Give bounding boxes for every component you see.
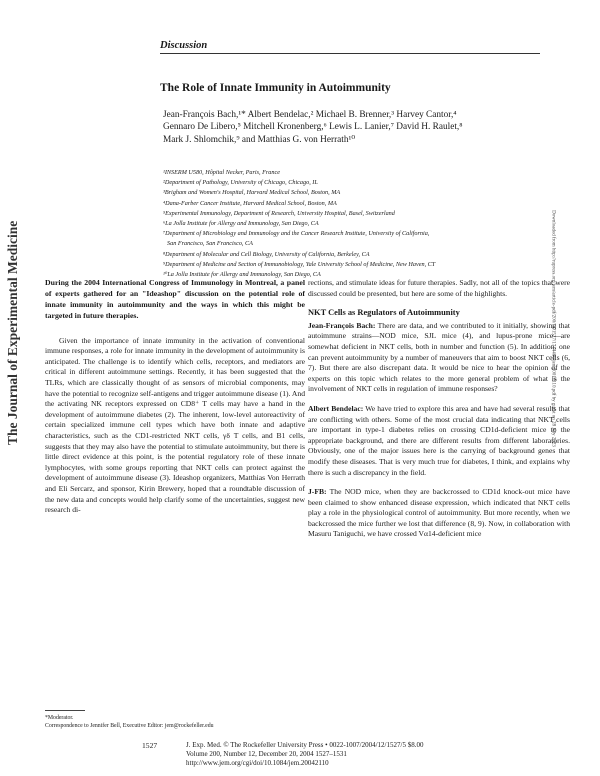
author-line: Jean-François Bach,¹* Albert Bendelac,² Michael B. Brenner,³ Harvey Cantor,⁴ (163, 110, 457, 120)
discussion-paragraph (308, 487, 570, 540)
footnote-rule (45, 710, 85, 711)
affiliation: ⁵Experimental Immunology, Department of Research, University Hospital, Basel, Switzerland (163, 209, 395, 217)
section-heading: NKT Cells as Regulators of Autoimmunity (308, 308, 460, 318)
affiliation-list (163, 168, 548, 280)
citation-line: J. Exp. Med. © The Rockefeller University Press • 0022-1007/2004/12/1527/5 $8.00 (186, 741, 424, 749)
author-list (163, 109, 548, 146)
section-label: Discussion (160, 40, 208, 51)
correspondence-footnote: Correspondence to Jennifer Bell, Executive Editor: jem@rockefeller.edu (45, 723, 214, 729)
affiliation: ²Department of Pathology, University of Chicago, Chicago, IL (163, 179, 318, 187)
doi-link[interactable]: http://www.jem.org/cgi/doi/10.1084/jem.20042110 (186, 759, 329, 767)
footnotes (45, 714, 305, 730)
affiliation: ⁹Department of Medicine and Section of Immunobiology, Yale University School of Medicine, New Haven, CT (163, 260, 436, 268)
speaker-text: There are data, and we contributed to it initially, showing that autoimmune strains—NOD mice, SJL mice (4), and lupus-prone mice—are somewhat deficient in NKT cells, both in number and function (5). In addition, one can prevent autoimmunity by a number of maneuvers that aim to boost NKT cells (6, 7). But there are also discrepant data. It would be nice to hear the opinion of the experts on this topic which relates to the more general problem of what is the involvement of NKT cells in regulation of immune responses? (308, 320, 570, 394)
affiliation: ¹⁰La Jolla Institute for Allergy and Immunology, San Diego, CA (163, 271, 321, 279)
affiliation: ⁶La Jolla Institute for Allergy and Immunology, San Diego, CA (163, 220, 319, 228)
article-title: The Role of Innate Immunity in Autoimmunity (160, 82, 391, 94)
download-watermark: Downloaded from http://rupress.org/jem/article-pdf/200/12/1527/1714466/jem20012110.pdf by guest on 28 July 2023 (550, 210, 556, 447)
speaker-text: We have tried to explore this area and have had several results that are conflicting with others. Some of the most crucial data indicating that NKT cells are important in type-1 diabetes relies on crossing CD1d-deficient mice to the appropriate background, and there are different results from different laboratories. Obviously, one of the major issues here is the carrying of background genes that modify these diseases. That is very much true for diabetes, I think, and explains why there is such a discrepancy in the field. (308, 403, 570, 477)
page-number: 1527 (142, 741, 158, 750)
right-column (308, 278, 570, 549)
affiliation: ⁴Dana-Farber Cancer Institute, Harvard Medical School, Boston, MA (163, 199, 337, 207)
speaker-name: Albert Bendelac: (308, 403, 364, 413)
affiliation: ⁷Department of Microbiology and Immunology and the Cancer Research Institute, University of California, (163, 230, 430, 238)
intro-paragraph: Given the importance of innate immunity in the activation of conventional immune responses, a role for innate immunity in the development of autoimmunity is anticipated. The challenge is to identify which cells, receptors, and mediators are critical in different autoimmune settings. Recently, it has been suggested that the TLRs, which are classically thought of as sensors of microbial components, may have the potential to recognize self-antigens and trigger autoimmune disease (1). And the activating NK receptors expressed on CD8⁺ T cells may have a hand in the development of autoimmune diabetes (2). The inherent, low-level autoreactivity of certain specialized immune cell types which have both innate and adaptive characteristics, such as the CD1-restricted NKT cells, γδ T cells, and B1 cells, suggests that they may also have the potential to stimulate autoimmunity, but there is little direct evidence at this point, is the potential regulatory role of these innate lymphocytes, with some groups reporting that NKT cells can protect against the development of autoimmune disease (3). Ideashop organizers, Matthias Von Herrath and Eli Sercarz, and sponsor, Kirin Brewery, hoped that a roundtable discussion of the new data and concepts would help clarify some of the uncertainties, suggest new research di- (45, 335, 305, 515)
author-line: Gennaro De Libero,⁵ Mitchell Kronenberg,⁶ Lewis L. Lanier,⁷ David H. Raulet,⁸ (163, 122, 463, 133)
discussion-paragraph (308, 321, 570, 395)
lead-paragraph: During the 2004 International Congress of Immunology in Montreal, a panel of experts gathered for an "Ideashop" discussion on the potential role of innate immunity in autoimmunity and the ways in which this might be targeted in future therapies. (45, 278, 305, 320)
affiliation: ³Brigham and Women's Hospital, Harvard Medical School, Boston, MA (163, 189, 341, 197)
citation-line: Volume 200, Number 12, December 20, 2004 1527–1531 (186, 750, 347, 758)
journal-side-title: The Journal of Experimental Medicine (5, 220, 20, 445)
affiliation: San Francisco, San Francisco, CA (167, 240, 253, 248)
header-rule (160, 53, 540, 54)
citation-block (186, 741, 516, 768)
left-column (45, 278, 305, 516)
discussion-paragraph (308, 404, 570, 478)
affiliation: ¹INSERM U580, Hôpital Necker, Paris, France (163, 169, 280, 176)
intro-continuation: rections, and stimulate ideas for future therapies. Sadly, not all of the topics that were discussed could be presented, but here are some of the highlights. (308, 278, 570, 298)
speaker-text: The NOD mice, when they are backcrossed to CD1d knock-out mice have been claimed to show enhanced disease expression, which indicated that NKT cells play a role in the physiological control of autoimmunity. But more recently, when we backcrossed the mice further we lost that difference (8, 9). Now, in collaboration with Masuru Taniguchi, we have crossed Vα14-deficient mice (308, 487, 570, 539)
author-line: Mark J. Shlomchik,⁹ and Matthias G. von Herrath¹⁰ (163, 134, 356, 145)
affiliation: ⁸Department of Molecular and Cell Biology, University of California, Berkeley, CA (163, 250, 370, 258)
speaker-name: Jean-François Bach: (308, 320, 376, 330)
moderator-footnote: *Moderator. (45, 715, 74, 721)
speaker-name: J-FB: (308, 487, 327, 497)
